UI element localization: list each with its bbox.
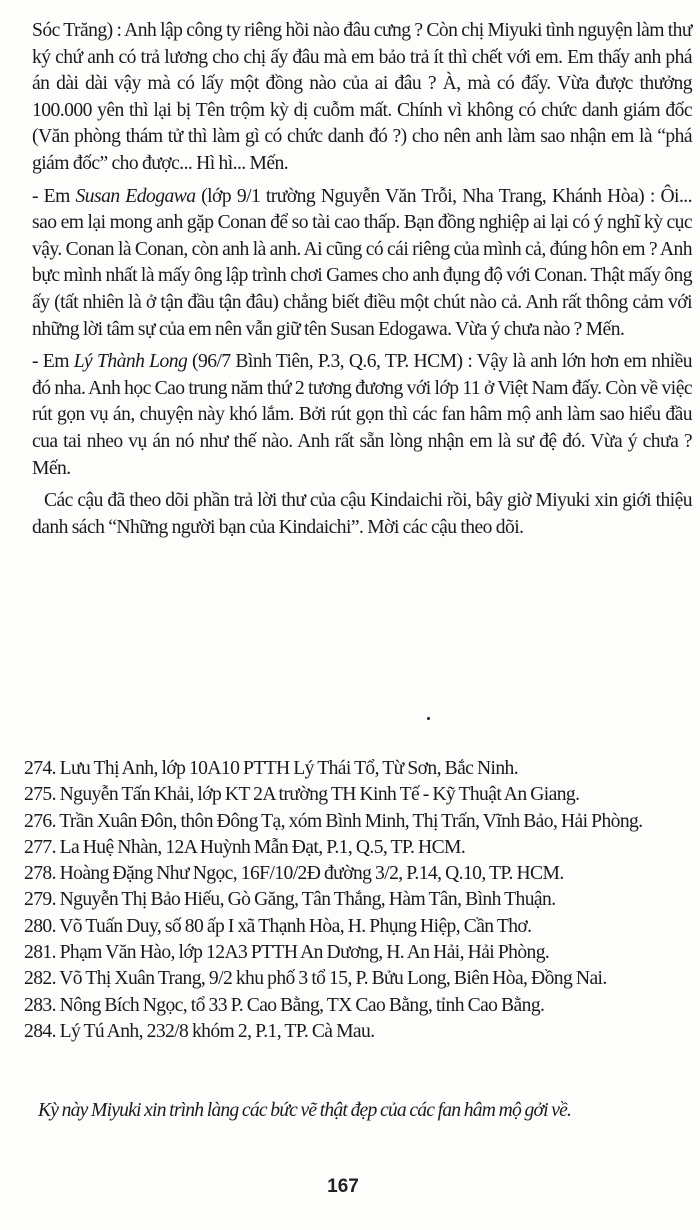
reply-paragraph-3 xyxy=(32,349,692,482)
page-body xyxy=(32,18,692,541)
page-number: 167 xyxy=(327,1176,359,1197)
closing-line: Kỳ này Miyuki xin trình làng các bức vẽ thật đẹp của các fan hâm mộ gởi về. xyxy=(38,1100,572,1121)
reply-paragraph-2 xyxy=(32,184,692,344)
list-item: 275. Nguyễn Tấn Khải, lớp KT 2A trường TH Kinh Tế - Kỹ Thuật An Giang. xyxy=(24,784,580,806)
reply-2-prefix: - Em xyxy=(32,185,76,207)
reply-1-text: Sóc Trăng) : Anh lập công ty riêng hồi nào đâu cưng ? Còn chị Miyuki tình nguyện làm thư ký chứ anh có trả lương cho chị ấy đâu mà em bảo trả ít thì chết với em. Em thấy anh phá án dài dài vậy mà có lấy một đồng nào của ai đâu ? À, mà có đấy. Vừa được thưởng 100.000 yên thì lại bị Tên trộm kỳ dị cuỗm mất. Chính vì không có chức danh giám đốc (Văn phòng thám tử thì làm gì có chức danh đó ?) cho nên anh làm sao nhận em là “phá giám đốc” cho được... Hì hì... Mến. xyxy=(32,20,692,174)
reply-paragraph-1 xyxy=(32,18,692,178)
friends-list xyxy=(24,756,692,1045)
reply-3-address: (96/7 Bình Tiên, P.3, Q.6, TP. HCM) xyxy=(187,351,463,373)
list-item: 283. Nông Bích Ngọc, tổ 33 P. Cao Bằng, TX Cao Bằng, tỉnh Cao Bằng. xyxy=(24,994,545,1016)
intro-paragraph: Các cậu đã theo dõi phần trả lời thư của cậu Kindaichi rồi, bây giờ Miyuki xin giới thiệu danh sách “Những người bạn của Kindaichi”. Mời các cậu theo dõi. xyxy=(32,490,692,538)
reply-3-prefix: - Em xyxy=(32,351,74,373)
list-item: 274. Lưu Thị Anh, lớp 10A10 PTTH Lý Thái Tổ, Từ Sơn, Bắc Ninh. xyxy=(24,758,519,779)
list-item: 278. Hoàng Đặng Như Ngọc, 16F/10/2Đ đường 3/2, P.14, Q.10, TP. HCM. xyxy=(24,863,564,885)
reply-3-reader-name: Lý Thành Long xyxy=(73,351,188,373)
list-item: 277. La Huệ Nhàn, 12A Huỳnh Mẫn Đạt, P.1, Q.5, TP. HCM. xyxy=(24,836,466,858)
reply-3-text: : Vậy là anh lớn hơn em nhiều đó nha. Anh học Cao trung năm thứ 2 tương đương với lớp 11 ở Việt Nam đấy. Còn về việc rút gọn vụ án, chuyện này khó lắm. Bởi rút gọn thì các fan hâm mộ anh làm sao hiểu đầu cua tai nheo vụ án nó như thế nào. Anh rất sẵn lòng nhận em là sư đệ đó. Vừa ý chưa ? Mến. xyxy=(32,351,692,479)
list-item: 276. Trần Xuân Đôn, thôn Đông Tạ, xóm Bình Minh, Thị Trấn, Vĩnh Bảo, Hải Phòng. xyxy=(24,810,643,832)
reply-2-text: (lớp 9/1 trường Nguyễn Văn Trỗi, Nha Trang, Khánh Hòa) : Ôi... sao em lại mong anh gặp Conan để so tài cao thấp. Bạn đồng nghiệp ai lại có ý nghĩ kỳ cục vậy. Conan là Conan, còn anh là anh. Ai cũng có cái riêng của mình cả, đúng hôn em ? Anh bực mình nhất là mấy ông lập trình chơi Games cho anh đụng độ với Conan. Thật mấy ông ấy (tất nhiên là ở tận đầu tận đâu) chẳng biết điều một chút nào cả. Anh rất thông cảm với những lời tâm sự của em nên vẫn giữ tên Susan Edogawa. Vừa ý chưa nào ? Mến. xyxy=(32,185,692,340)
list-item: 284. Lý Tú Anh, 232/8 khóm 2, P.1, TP. Cà Mau. xyxy=(24,1020,375,1042)
list-item: 281. Phạm Văn Hào, lớp 12A3 PTTH An Dương, H. An Hải, Hải Phòng. xyxy=(24,942,550,964)
print-speck xyxy=(427,717,430,720)
list-item: 280. Võ Tuấn Duy, số 80 ấp I xã Thạnh Hòa, H. Phụng Hiệp, Cần Thơ. xyxy=(24,915,532,937)
list-item: 282. Võ Thị Xuân Trang, 9/2 khu phố 3 tổ 15, P. Bửu Long, Biên Hòa, Đồng Nai. xyxy=(24,968,607,990)
list-item: 279. Nguyễn Thị Bảo Hiếu, Gò Găng, Tân Thắng, Hàm Tân, Bình Thuận. xyxy=(24,889,556,911)
reply-2-reader-name: Susan Edogawa xyxy=(75,185,196,207)
